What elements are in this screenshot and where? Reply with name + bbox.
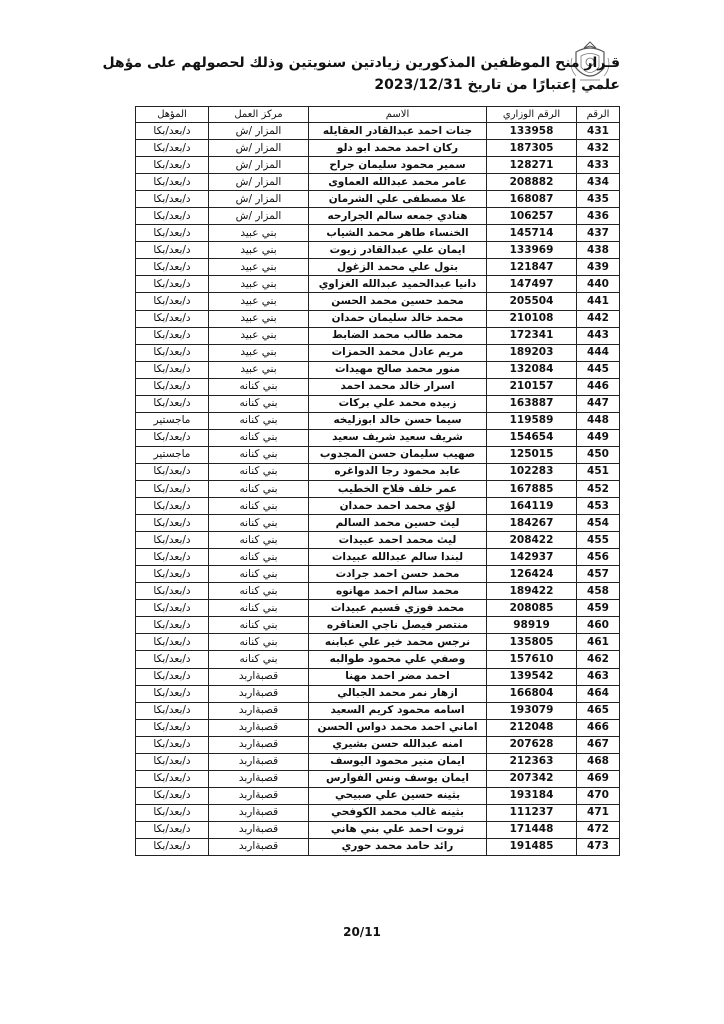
table-row [136, 532, 620, 549]
cell-seq: 431 [577, 123, 620, 140]
cell-ministry-number: 133958 [487, 123, 577, 140]
cell-seq: 460 [577, 617, 620, 634]
cell-work-center: بني عبيد [209, 276, 309, 293]
cell-name: امنه عبدالله حسن بشيري [309, 736, 487, 753]
cell-qualification: د/بعد/بكا [136, 549, 209, 566]
cell-qualification: د/بعد/بكا [136, 480, 209, 497]
cell-qualification: د/بعد/بكا [136, 821, 209, 838]
table-row [136, 327, 620, 344]
cell-seq: 453 [577, 498, 620, 515]
cell-work-center: بني عبيد [209, 259, 309, 276]
cell-seq: 450 [577, 446, 620, 463]
cell-name: علا مصطفى علي الشرمان [309, 191, 487, 208]
cell-seq: 473 [577, 838, 620, 855]
cell-name: الخنساء طاهر محمد الشياب [309, 225, 487, 242]
table-row [136, 208, 620, 225]
cell-name: بثينه غالب محمد الكوفحي [309, 804, 487, 821]
cell-work-center: قصبةاربد [209, 787, 309, 804]
table-row [136, 429, 620, 446]
heading-line-2: علمي إعتبارًا من تاريخ 2023/12/31 [374, 77, 620, 93]
cell-seq: 440 [577, 276, 620, 293]
table-row [136, 446, 620, 463]
cell-seq: 456 [577, 549, 620, 566]
table-row [136, 498, 620, 515]
cell-work-center: قصبةاربد [209, 753, 309, 770]
cell-work-center: بني كنانه [209, 463, 309, 480]
cell-name: عمر خلف فلاح الخطيب [309, 480, 487, 497]
table-row [136, 361, 620, 378]
cell-seq: 467 [577, 736, 620, 753]
cell-seq: 464 [577, 685, 620, 702]
cell-qualification: د/بعد/بكا [136, 344, 209, 361]
cell-work-center: بني كنانه [209, 634, 309, 651]
cell-qualification: د/بعد/بكا [136, 685, 209, 702]
cell-ministry-number: 119589 [487, 412, 577, 429]
cell-seq: 443 [577, 327, 620, 344]
cell-name: اماني احمد محمد دواس الحسن [309, 719, 487, 736]
cell-qualification: د/بعد/بكا [136, 617, 209, 634]
cell-work-center: قصبةاربد [209, 804, 309, 821]
cell-seq: 471 [577, 804, 620, 821]
cell-qualification: ماجستير [136, 412, 209, 429]
cell-work-center: بني كنانه [209, 651, 309, 668]
cell-seq: 457 [577, 566, 620, 583]
table-row [136, 549, 620, 566]
cell-qualification: د/بعد/بكا [136, 208, 209, 225]
table-row [136, 838, 620, 855]
cell-name: هنادي جمعه سالم الجرارحه [309, 208, 487, 225]
cell-ministry-number: 205504 [487, 293, 577, 310]
table-row [136, 344, 620, 361]
cell-name: محمد سالم احمد مهانوه [309, 583, 487, 600]
table-row [136, 770, 620, 787]
cell-work-center: قصبةاربد [209, 736, 309, 753]
cell-qualification: د/بعد/بكا [136, 515, 209, 532]
cell-name: محمد طالب محمد الضابط [309, 327, 487, 344]
cell-ministry-number: 167885 [487, 480, 577, 497]
cell-ministry-number: 142937 [487, 549, 577, 566]
cell-work-center: المزار /ش [209, 140, 309, 157]
table-row [136, 617, 620, 634]
table-row [136, 259, 620, 276]
cell-name: زبيده محمد علي بركات [309, 395, 487, 412]
cell-ministry-number: 212363 [487, 753, 577, 770]
cell-work-center: بني عبيد [209, 310, 309, 327]
cell-work-center: بني كنانه [209, 532, 309, 549]
cell-qualification: د/بعد/بكا [136, 191, 209, 208]
cell-work-center: المزار /ش [209, 174, 309, 191]
cell-seq: 433 [577, 157, 620, 174]
cell-name: بتول علي محمد الزغول [309, 259, 487, 276]
cell-qualification: د/بعد/بكا [136, 838, 209, 855]
cell-name: اسامه محمود كريم السعيد [309, 702, 487, 719]
table-header-row [136, 107, 620, 123]
cell-name: رائد حامد محمد حوري [309, 838, 487, 855]
cell-name: مريم عادل محمد الحمزات [309, 344, 487, 361]
table-row [136, 583, 620, 600]
cell-work-center: قصبةاربد [209, 719, 309, 736]
cell-qualification: ماجستير [136, 446, 209, 463]
table-row [136, 651, 620, 668]
cell-ministry-number: 208882 [487, 174, 577, 191]
cell-ministry-number: 154654 [487, 429, 577, 446]
employees-table [135, 106, 620, 856]
cell-work-center: بني كنانه [209, 617, 309, 634]
cell-seq: 468 [577, 753, 620, 770]
cell-work-center: بني كنانه [209, 395, 309, 412]
table-row [136, 242, 620, 259]
cell-ministry-number: 210157 [487, 378, 577, 395]
cell-qualification: د/بعد/بكا [136, 293, 209, 310]
cell-seq: 439 [577, 259, 620, 276]
cell-name: ايمان يوسف ونس الفوارس [309, 770, 487, 787]
cell-qualification: د/بعد/بكا [136, 242, 209, 259]
cell-ministry-number: 193079 [487, 702, 577, 719]
cell-work-center: بني عبيد [209, 361, 309, 378]
cell-work-center: بني كنانه [209, 412, 309, 429]
cell-seq: 436 [577, 208, 620, 225]
table-row [136, 123, 620, 140]
document-heading [100, 52, 620, 96]
cell-name: محمد خالد سليمان حمدان [309, 310, 487, 327]
cell-work-center: قصبةاربد [209, 838, 309, 855]
cell-qualification: د/بعد/بكا [136, 140, 209, 157]
cell-seq: 459 [577, 600, 620, 617]
cell-qualification: د/بعد/بكا [136, 259, 209, 276]
table-row [136, 787, 620, 804]
cell-work-center: بني كنانه [209, 378, 309, 395]
cell-work-center: بني عبيد [209, 293, 309, 310]
cell-work-center: بني كنانه [209, 498, 309, 515]
cell-qualification: د/بعد/بكا [136, 600, 209, 617]
cell-seq: 446 [577, 378, 620, 395]
table-row [136, 225, 620, 242]
cell-name: لؤي محمد احمد حمدان [309, 498, 487, 515]
cell-seq: 435 [577, 191, 620, 208]
header-work-center: مركز العمل [209, 107, 309, 123]
cell-seq: 447 [577, 395, 620, 412]
cell-work-center: قصبةاربد [209, 685, 309, 702]
cell-qualification: د/بعد/بكا [136, 702, 209, 719]
cell-name: سمير محمود سليمان جراح [309, 157, 487, 174]
cell-work-center: قصبةاربد [209, 702, 309, 719]
cell-ministry-number: 210108 [487, 310, 577, 327]
cell-seq: 463 [577, 668, 620, 685]
cell-ministry-number: 126424 [487, 566, 577, 583]
cell-ministry-number: 164119 [487, 498, 577, 515]
cell-ministry-number: 106257 [487, 208, 577, 225]
cell-work-center: بني كنانه [209, 446, 309, 463]
table-row [136, 310, 620, 327]
cell-name: عابد محمود رجا الدواغره [309, 463, 487, 480]
header-seq: الرقم [577, 107, 620, 123]
cell-ministry-number: 208422 [487, 532, 577, 549]
table-row [136, 378, 620, 395]
cell-name: محمد حسن احمد جرادت [309, 566, 487, 583]
cell-ministry-number: 139542 [487, 668, 577, 685]
cell-name: ليث محمد احمد عبيدات [309, 532, 487, 549]
cell-name: دانيا عبدالحميد عبدالله الغزاوي [309, 276, 487, 293]
cell-ministry-number: 166804 [487, 685, 577, 702]
cell-work-center: بني كنانه [209, 515, 309, 532]
table-row [136, 515, 620, 532]
cell-work-center: بني كنانه [209, 566, 309, 583]
cell-work-center: بني عبيد [209, 242, 309, 259]
cell-work-center: بني عبيد [209, 225, 309, 242]
cell-work-center: بني كنانه [209, 480, 309, 497]
table-row [136, 600, 620, 617]
cell-seq: 470 [577, 787, 620, 804]
cell-ministry-number: 111237 [487, 804, 577, 821]
cell-seq: 449 [577, 429, 620, 446]
heading-line-1: قـرار منح الموظفين المذكورين زيادتين سنويتين وذلك لحصولهم على مؤهل [102, 55, 620, 71]
cell-ministry-number: 187305 [487, 140, 577, 157]
cell-qualification: د/بعد/بكا [136, 157, 209, 174]
cell-qualification: د/بعد/بكا [136, 174, 209, 191]
cell-seq: 432 [577, 140, 620, 157]
cell-qualification: د/بعد/بكا [136, 361, 209, 378]
cell-qualification: د/بعد/بكا [136, 378, 209, 395]
cell-seq: 452 [577, 480, 620, 497]
cell-qualification: د/بعد/بكا [136, 804, 209, 821]
cell-ministry-number: 133969 [487, 242, 577, 259]
cell-ministry-number: 121847 [487, 259, 577, 276]
table-row [136, 719, 620, 736]
cell-ministry-number: 189422 [487, 583, 577, 600]
table-row [136, 293, 620, 310]
cell-qualification: د/بعد/بكا [136, 651, 209, 668]
cell-seq: 451 [577, 463, 620, 480]
cell-work-center: بني كنانه [209, 429, 309, 446]
cell-qualification: د/بعد/بكا [136, 668, 209, 685]
cell-ministry-number: 212048 [487, 719, 577, 736]
header-ministry-number: الرقم الوزاري [487, 107, 577, 123]
cell-qualification: د/بعد/بكا [136, 463, 209, 480]
cell-qualification: د/بعد/بكا [136, 395, 209, 412]
cell-ministry-number: 207628 [487, 736, 577, 753]
cell-qualification: د/بعد/بكا [136, 753, 209, 770]
table-row [136, 753, 620, 770]
cell-name: عامر محمد عبدالله العماوى [309, 174, 487, 191]
cell-ministry-number: 171448 [487, 821, 577, 838]
cell-qualification: د/بعد/بكا [136, 310, 209, 327]
cell-ministry-number: 184267 [487, 515, 577, 532]
cell-work-center: بني كنانه [209, 583, 309, 600]
cell-name: ركان احمد محمد ابو دلو [309, 140, 487, 157]
table-row [136, 634, 620, 651]
cell-work-center: بني عبيد [209, 327, 309, 344]
cell-qualification: د/بعد/بكا [136, 736, 209, 753]
cell-name: منتصر فيصل ناجي العناقره [309, 617, 487, 634]
table-row [136, 174, 620, 191]
cell-name: نرجس محمد خير علي عبابنه [309, 634, 487, 651]
cell-name: ليث حسين محمد السالم [309, 515, 487, 532]
cell-name: سيما حسن خالد ابوزليخه [309, 412, 487, 429]
table-body [136, 123, 620, 856]
cell-seq: 438 [577, 242, 620, 259]
cell-work-center: بني عبيد [209, 344, 309, 361]
cell-qualification: د/بعد/بكا [136, 123, 209, 140]
table-row [136, 821, 620, 838]
table-row [136, 736, 620, 753]
cell-ministry-number: 172341 [487, 327, 577, 344]
cell-name: محمد حسين محمد الحسن [309, 293, 487, 310]
cell-seq: 445 [577, 361, 620, 378]
table-row [136, 140, 620, 157]
header-name: الاسم [309, 107, 487, 123]
cell-seq: 458 [577, 583, 620, 600]
table-row [136, 276, 620, 293]
cell-seq: 461 [577, 634, 620, 651]
table-row [136, 191, 620, 208]
cell-ministry-number: 168087 [487, 191, 577, 208]
cell-seq: 455 [577, 532, 620, 549]
cell-seq: 434 [577, 174, 620, 191]
cell-name: بثينه حسين علي صبيحي [309, 787, 487, 804]
cell-qualification: د/بعد/بكا [136, 225, 209, 242]
page-number: 20/11 [343, 925, 381, 939]
cell-ministry-number: 208085 [487, 600, 577, 617]
cell-name: وصفي علي محمود طوالبه [309, 651, 487, 668]
header-qualification: المؤهل [136, 107, 209, 123]
cell-ministry-number: 189203 [487, 344, 577, 361]
table-row [136, 463, 620, 480]
cell-seq: 444 [577, 344, 620, 361]
cell-ministry-number: 98919 [487, 617, 577, 634]
cell-name: شريف سعيد شريف سعيد [309, 429, 487, 446]
cell-seq: 465 [577, 702, 620, 719]
cell-qualification: د/بعد/بكا [136, 770, 209, 787]
cell-ministry-number: 207342 [487, 770, 577, 787]
cell-seq: 472 [577, 821, 620, 838]
table-row [136, 702, 620, 719]
cell-seq: 441 [577, 293, 620, 310]
cell-name: صهيب سليمان حسن المجدوب [309, 446, 487, 463]
cell-name: محمد فوزي قسيم عبيدات [309, 600, 487, 617]
cell-qualification: د/بعد/بكا [136, 566, 209, 583]
cell-work-center: المزار /ش [209, 191, 309, 208]
cell-ministry-number: 145714 [487, 225, 577, 242]
cell-ministry-number: 147497 [487, 276, 577, 293]
cell-qualification: د/بعد/بكا [136, 634, 209, 651]
cell-ministry-number: 193184 [487, 787, 577, 804]
cell-ministry-number: 125015 [487, 446, 577, 463]
cell-ministry-number: 135805 [487, 634, 577, 651]
cell-seq: 454 [577, 515, 620, 532]
table-row [136, 480, 620, 497]
cell-qualification: د/بعد/بكا [136, 719, 209, 736]
cell-qualification: د/بعد/بكا [136, 429, 209, 446]
cell-ministry-number: 102283 [487, 463, 577, 480]
cell-seq: 469 [577, 770, 620, 787]
table-row [136, 685, 620, 702]
cell-qualification: د/بعد/بكا [136, 532, 209, 549]
cell-work-center: المزار /ش [209, 157, 309, 174]
cell-ministry-number: 191485 [487, 838, 577, 855]
cell-qualification: د/بعد/بكا [136, 787, 209, 804]
cell-qualification: د/بعد/بكا [136, 276, 209, 293]
cell-name: ثروت احمد علي بني هاني [309, 821, 487, 838]
cell-work-center: بني كنانه [209, 549, 309, 566]
cell-qualification: د/بعد/بكا [136, 583, 209, 600]
cell-work-center: قصبةاربد [209, 668, 309, 685]
cell-seq: 462 [577, 651, 620, 668]
cell-name: منور محمد صالح مهيدات [309, 361, 487, 378]
cell-work-center: قصبةاربد [209, 821, 309, 838]
cell-seq: 448 [577, 412, 620, 429]
cell-ministry-number: 128271 [487, 157, 577, 174]
cell-ministry-number: 163887 [487, 395, 577, 412]
cell-work-center: المزار /ش [209, 208, 309, 225]
cell-work-center: قصبةاربد [209, 770, 309, 787]
cell-seq: 466 [577, 719, 620, 736]
table-row [136, 804, 620, 821]
cell-qualification: د/بعد/بكا [136, 498, 209, 515]
table-row [136, 395, 620, 412]
cell-work-center: بني كنانه [209, 600, 309, 617]
cell-ministry-number: 132084 [487, 361, 577, 378]
table-row [136, 412, 620, 429]
cell-name: لبندا سالم عبدالله عبيدات [309, 549, 487, 566]
cell-seq: 437 [577, 225, 620, 242]
table-row [136, 566, 620, 583]
cell-qualification: د/بعد/بكا [136, 327, 209, 344]
table-row [136, 668, 620, 685]
cell-work-center: المزار /ش [209, 123, 309, 140]
cell-name: احمد مضر احمد مهنا [309, 668, 487, 685]
cell-seq: 442 [577, 310, 620, 327]
cell-name: جنات احمد عبدالقادر العقايله [309, 123, 487, 140]
cell-name: ازهار نمر محمد الجبالي [309, 685, 487, 702]
cell-name: اسرار خالد محمد احمد [309, 378, 487, 395]
cell-name: ايمان علي عبدالقادر زيوت [309, 242, 487, 259]
table-row [136, 157, 620, 174]
cell-name: ايمان منير محمود اليوسف [309, 753, 487, 770]
cell-ministry-number: 157610 [487, 651, 577, 668]
